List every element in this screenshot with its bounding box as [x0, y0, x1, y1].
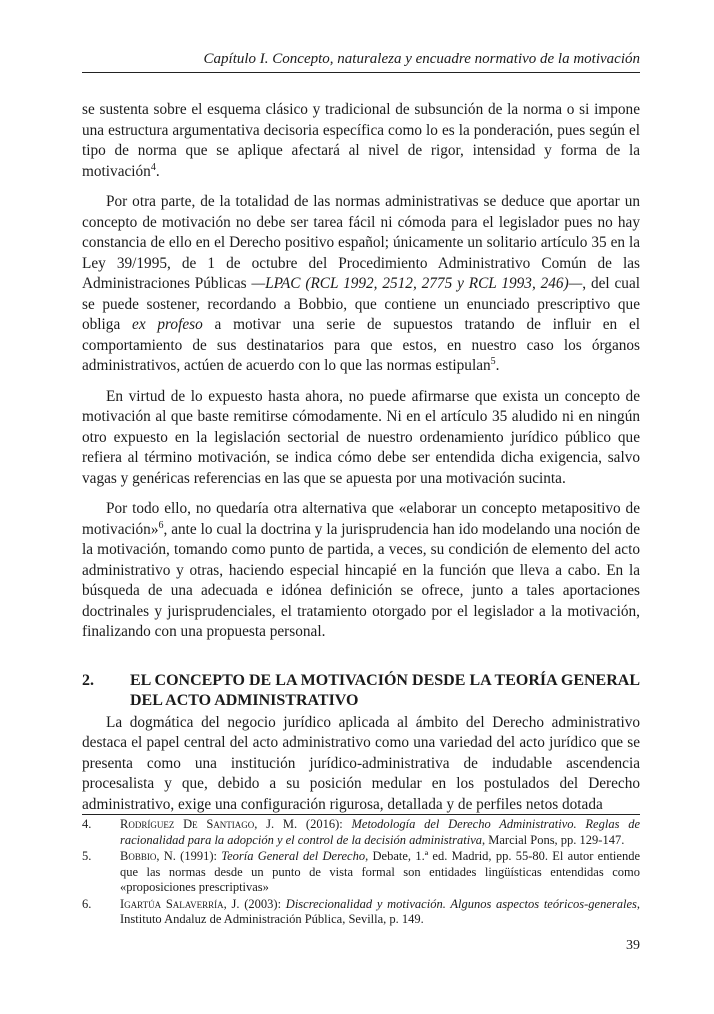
paragraph-4 [82, 499, 640, 643]
footnote-year: (2016): [297, 817, 352, 831]
footnote-number: 4. [82, 817, 92, 831]
running-header [82, 50, 640, 73]
running-title: Capítulo I. Concepto, naturaleza y encuadre normativo de la motivación [203, 51, 640, 67]
footnote-title: Metodología del Derecho Administrativo. Reglas de racionalidad para la adopción y el control de la decisión administrativa [120, 817, 640, 847]
legal-citation: —LPAC (RCL 1992, 2512, 2775 y RCL 1993, 246)— [251, 275, 583, 292]
footnote-year: (1991): [175, 849, 222, 863]
footnote-number: 5. [82, 849, 92, 863]
section-title: EL CONCEPTO DE LA MOTIVACIÓN DESDE LA TEORÍA GENERAL DEL ACTO ADMINISTRATIVO [130, 671, 640, 709]
footnote-rest: , Marcial Pons, pp. 129-147. [482, 832, 625, 847]
paragraph-text: Por todo ello, no quedaría otra alternativa que «elaborar un concepto metapositivo de motivación» [82, 500, 640, 538]
latin-phrase: ex profeso [132, 316, 203, 333]
footnote-year: (2003): [239, 896, 286, 911]
footnote-author: Bobbio, N. [120, 849, 176, 863]
main-text [82, 100, 640, 815]
footnotes [82, 814, 640, 929]
footnote-text [120, 897, 640, 928]
footnote-text [120, 817, 640, 848]
paragraph-2: Por otra parte, de la totalidad de las normas administrativas se deduce que aportar un concepto de motivación no debe ser tarea fácil ni cómoda para el legislador pues no hay constancia de ello en el Derecho positivo español; únicamente un solitario artículo 35 en la Ley 39/1995, de 1 de octubre del Procedimiento Administrativo Común de las Administraciones Públicas —LPAC (RCL 1992, 2512, 2775 y RCL 1993, 246)—, del cual se puede sostener, recordando a Bobbio, que contiene un enunciado prescriptivo que obliga ex profeso a motivar una serie de supuestos tratando de influir en el comportamiento de sus destinatarios para que estos, en nuestro caso los órganos administrativos, actúen de acuerdo con lo que las normas estipulan$^5$. [82, 193, 640, 374]
footnote-title: Discrecionalidad y motivación. Algunos aspectos teóricos-generales [285, 896, 637, 911]
footnote-ref-4[interactable]: 4 [150, 161, 156, 173]
paragraph-5 [82, 713, 640, 816]
paragraph-text: a motivar una serie de supuestos tratando de influir en el comportamiento de sus destinatarios para que estos, en nuestro caso los órganos administrativos, actúen de acuerdo con lo que las normas estipulan [82, 316, 640, 374]
footnote-5 [82, 849, 640, 896]
footnote-6 [82, 897, 640, 928]
paragraph-text: La dogmática del negocio jurídico aplicada al ámbito del Derecho administrativo destaca el papel central del acto administrativo como una variedad del acto jurídico que se presenta como una institución jurídico-administrativa de indudable ascendencia procesalista y que, debido a su posición medular en los postulados del Derecho administrativo, exige una configuración rigurosa, detallada y de perfiles netos dotada [82, 713, 640, 813]
paragraph-text: se sustenta sobre el esquema clásico y tradicional de subsunción de la norma o si impone una estructura argumentativa decisoria específica como lo es la ponderación, pues según el tipo de norma que se aplique afectará al nivel de rigor, intensidad y forma de la motivación [82, 101, 640, 180]
footnote-ref-5[interactable]: 5 [490, 355, 496, 367]
footnote-title: Teoría General del Derecho [221, 849, 366, 863]
footnote-author: Igartúa Salaverría, J. [120, 896, 240, 911]
footnote-rest: , Instituto Andaluz de Administración Pública, Sevilla, p. 149. [120, 896, 640, 926]
section-heading [82, 671, 640, 711]
footnote-author: Rodríguez De Santiago, J. M. [120, 817, 298, 831]
footnote-4 [82, 817, 640, 848]
paragraph-text: , del cual se puede sostener, recordando a Bobbio, que contiene un enunciado prescriptivo que obliga [82, 275, 640, 333]
footnote-text [120, 849, 640, 896]
footnote-ref-6[interactable]: 6 [158, 519, 164, 531]
footnote-rest: , Debate, 1.ª ed. Madrid, pp. 55-80. El autor entiende que las normas desde un punto de vista formal son entidades lingüísticas entendidas como «proposiciones prescriptivas» [120, 849, 640, 894]
paragraph-3 [82, 387, 640, 490]
paragraph-1: se sustenta sobre el esquema clásico y tradicional de subsunción de la norma o si impone una estructura argumentativa decisoria específica como lo es la ponderación, pues según el tipo de norma que se aplique afectará al nivel de rigor, intensidad y forma de la motivación$^4$. [82, 101, 640, 180]
page-number: 39 [626, 938, 640, 953]
footnote-number: 6. [82, 896, 92, 911]
paragraph-text: Por otra parte, de la totalidad de las normas administrativas se deduce que aportar un concepto de motivación no debe ser tarea fácil ni cómoda para el legislador pues no hay constancia de ello en el Derecho positivo español; únicamente un solitario artículo 35 en la Ley 39/1995, de 1 de octubre del Procedimiento Administrativo Común de las Administraciones Públicas [82, 193, 640, 292]
paragraph-text: , ante lo cual la doctrina y la jurisprudencia han ido modelando una noción de la motivación, tomando como punto de partida, a veces, su condición de elemento del acto administrativo y otras, haciendo especial hincapié en la función que lleva a cabo. En la búsqueda de una adecuada e idónea definición se ofrece, junto a tales aportaciones doctrinales y jurisprudenciales, el tratamiento otorgado por el legislador a la motivación, finalizando con una propuesta personal. [82, 520, 640, 640]
section-number: 2. [82, 671, 94, 689]
paragraph-text: En virtud de lo expuesto hasta ahora, no puede afirmarse que exista un concepto de motivación al que baste remitirse cómodamente. Ni en el artículo 35 aludido ni en ningún otro expuesto en la legislación sectorial de nuestro ordenamiento jurídico público que refiera al término motivación, se indica cómo debe ser entendida dicha exigencia, salvo vagas y genéricas referencias en las que se apuesta por una motivación sucinta. [82, 387, 640, 487]
